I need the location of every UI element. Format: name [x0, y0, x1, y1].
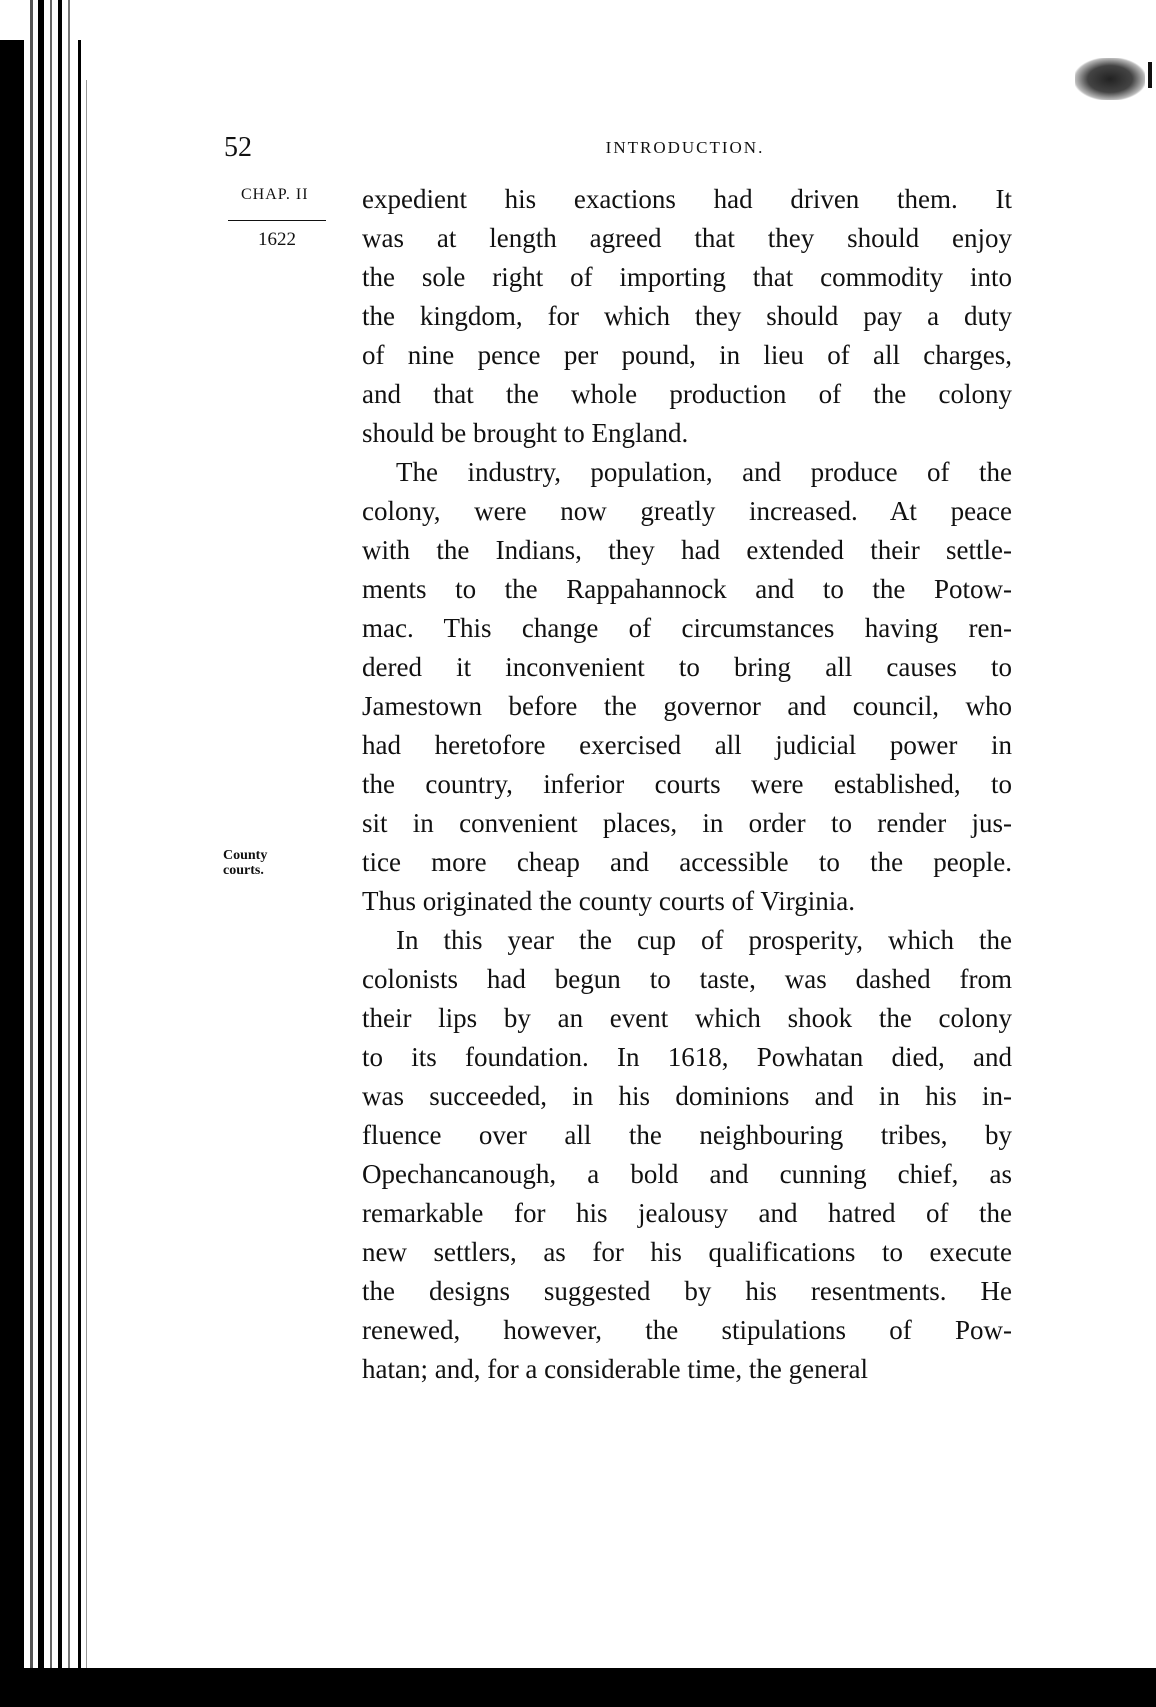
text-line: Jamestown before the governor and council, who	[362, 691, 1012, 721]
text-line: to its foundation. In 1618, Powhatan died, and	[362, 1042, 1012, 1072]
text-line: of nine pence per pound, in lieu of all charges,	[362, 340, 1012, 370]
scan-bottom-edge	[0, 1668, 1156, 1707]
text-line: colony, were now greatly increased. At peace	[362, 496, 1012, 526]
text-line: hatan; and, for a considerable time, the general	[362, 1354, 869, 1384]
margin-year: 1622	[258, 229, 296, 250]
text-line: the country, inferior courts were established, to	[362, 769, 1012, 799]
text-line: mac. This change of circumstances having ren-	[362, 613, 1012, 643]
text-line: was succeeded, in his dominions and in his in-	[362, 1081, 1012, 1111]
margin-rule	[228, 220, 326, 221]
paragraph	[362, 921, 1012, 1389]
text-line: the kingdom, for which they should pay a duty	[362, 301, 1012, 331]
text-line: their lips by an event which shook the colony	[362, 1003, 1012, 1033]
paragraph	[362, 453, 1012, 921]
scan-artifact	[1075, 58, 1145, 100]
text-line: dered it inconvenient to bring all causes to	[362, 652, 1012, 682]
text-line: the sole right of importing that commodity into	[362, 262, 1012, 292]
text-line: was at length agreed that they should enjoy	[362, 223, 1012, 253]
margin-note-county-courts	[223, 848, 267, 878]
text-line: tice more cheap and accessible to the people.	[362, 847, 1012, 877]
text-line: new settlers, as for his qualifications to execute	[362, 1237, 1012, 1267]
book-binding-edge	[0, 0, 100, 1707]
text-line: expedient his exactions had driven them. It	[362, 184, 1012, 214]
text-line: colonists had begun to taste, was dashed from	[362, 964, 1012, 994]
text-line: had heretofore exercised all judicial power in	[362, 730, 1012, 760]
text-line: Opechancanough, a bold and cunning chief, as	[362, 1159, 1012, 1189]
text-line: remarkable for his jealousy and hatred of the	[362, 1198, 1012, 1228]
text-line: fluence over all the neighbouring tribes, by	[362, 1120, 1012, 1150]
text-line: ments to the Rappahannock and to the Potow-	[362, 574, 1012, 604]
text-line: Thus originated the county courts of Virginia.	[362, 886, 856, 916]
paragraph	[362, 180, 1012, 453]
body-text	[362, 180, 1012, 1389]
margin-note-line: County	[223, 848, 268, 863]
text-line: In this year the cup of prosperity, which the	[396, 925, 1012, 955]
margin-chapter: CHAP. II	[241, 186, 309, 203]
scan-artifact-mark	[1148, 62, 1152, 88]
text-line: The industry, population, and produce of the	[396, 457, 1012, 487]
margin-note-line: courts.	[223, 863, 264, 878]
running-title: INTRODUCTION.	[605, 138, 765, 157]
page-number: 52	[224, 132, 252, 163]
text-line: sit in convenient places, in order to render jus-	[362, 808, 1012, 838]
text-line: renewed, however, the stipulations of Pow-	[362, 1315, 1012, 1345]
text-line: with the Indians, they had extended their settle-	[362, 535, 1012, 565]
text-line: the designs suggested by his resentments. He	[362, 1276, 1012, 1306]
text-line: and that the whole production of the colony	[362, 379, 1012, 409]
text-line: should be brought to England.	[362, 418, 689, 448]
